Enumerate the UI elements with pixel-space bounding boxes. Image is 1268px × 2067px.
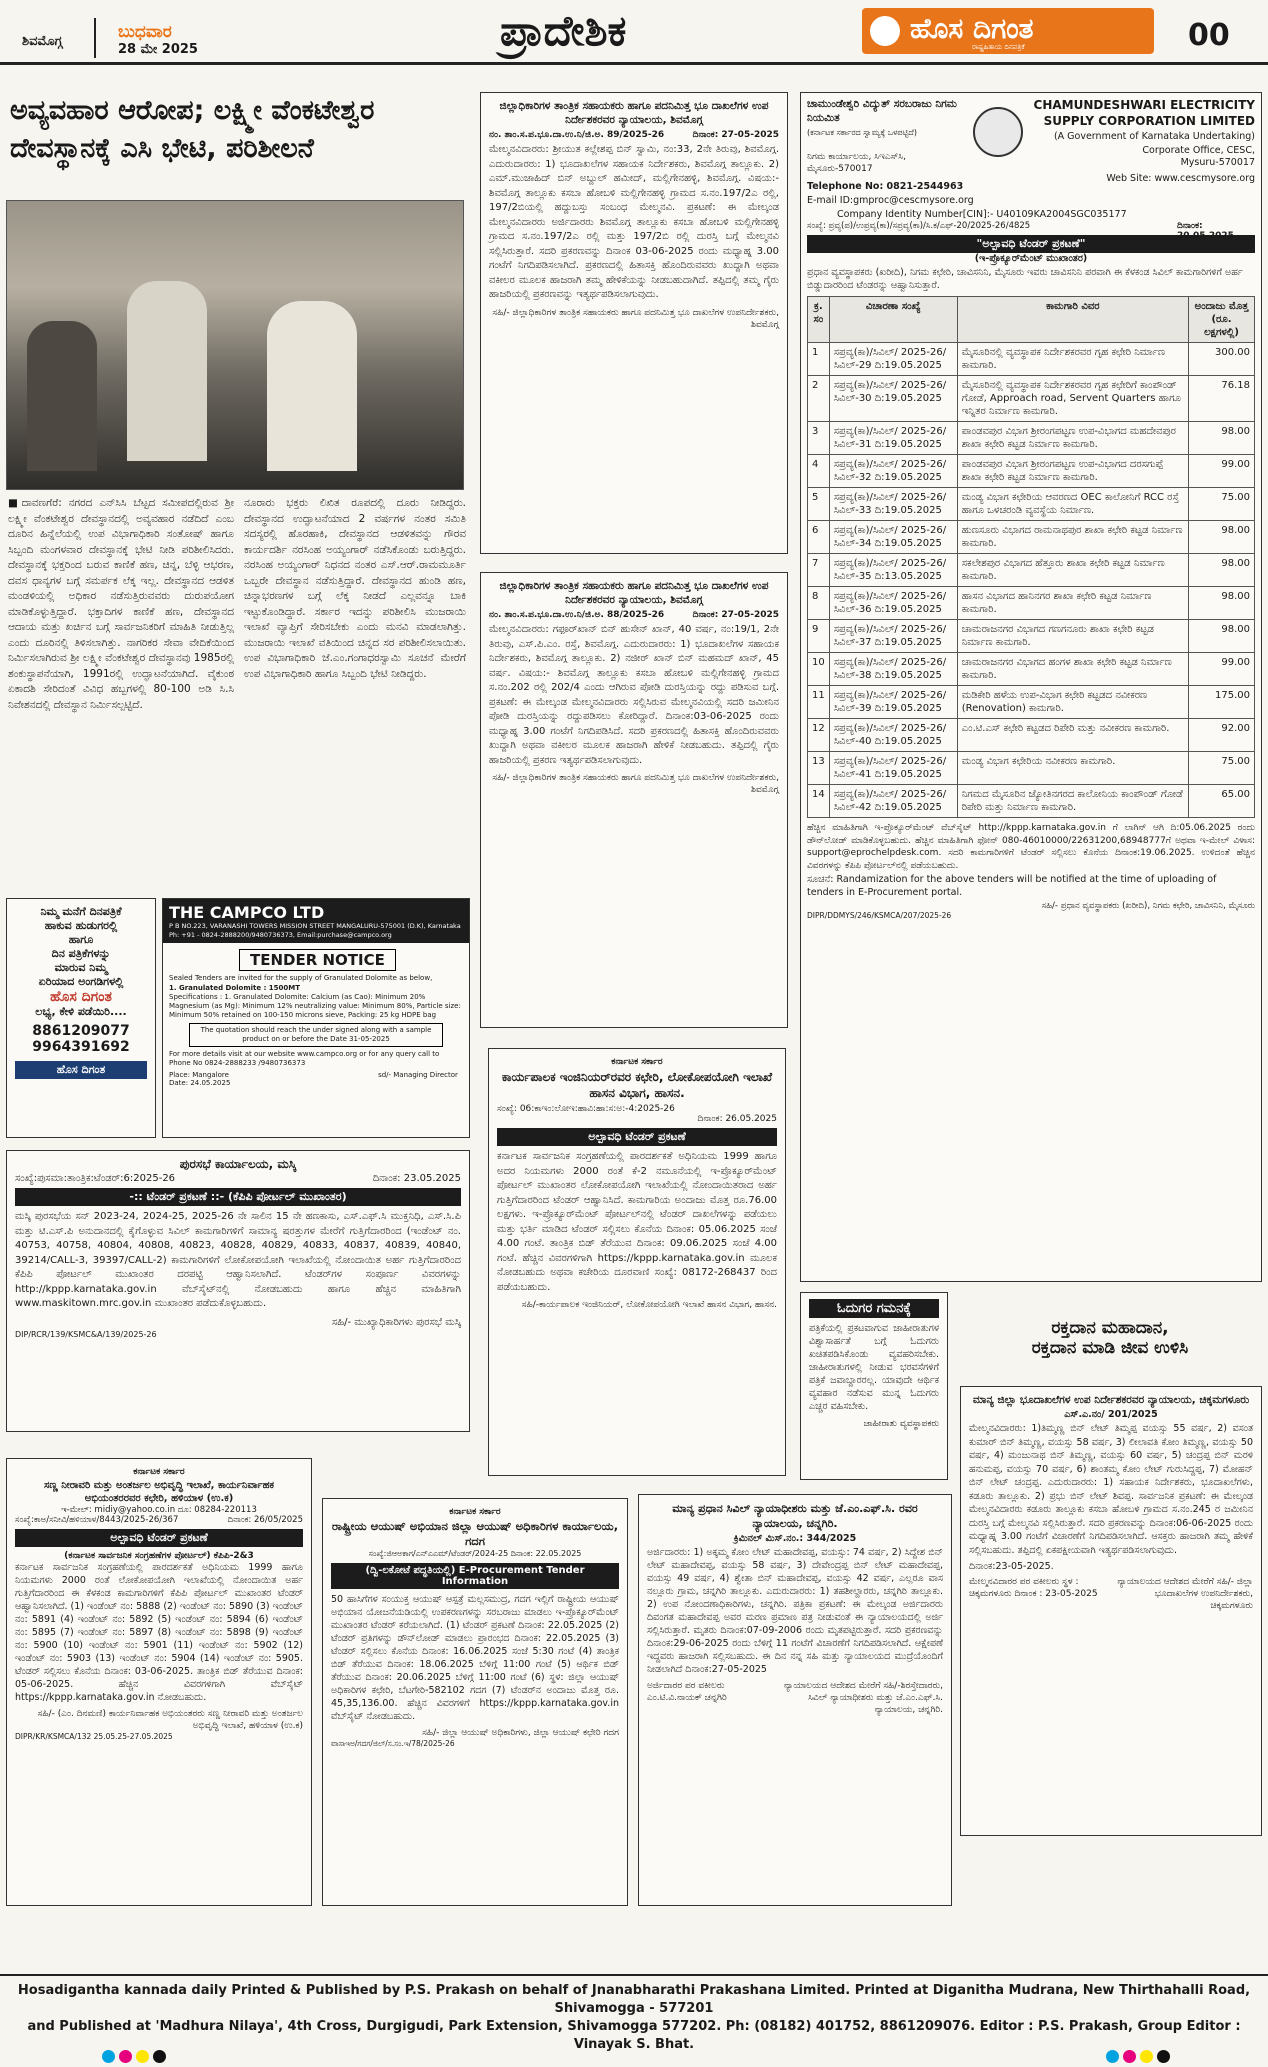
court-ref: ಕ್ರಿಮಿನಲ್ ಮಿಸ್.ನಂ.: 344/2025 [733,1533,857,1544]
masthead [0,0,1268,62]
row-enquiry-no: ಸಪ್ರವ್ಯ(ಕಾ)/ಸಿವಿಲ್/ 2025-26/ಸಿವಿಲ್-31 ದಿ:19.05.2025 [829,422,957,455]
edition-city: ಶಿವಮೊಗ್ಗ [22,34,63,49]
cesc-dip: DIPR/DDMYS/246/KSMCA/207/2025-26 [807,911,952,920]
color-dot [153,2050,166,2063]
advocate-signature: ಮೇಲ್ಮನವಿದಾರರ ಪರ ವಕೀಲರು ಸ್ಥಳ : ಚಿಕ್ಕಮಗಳೂರು ದಿನಾಂಕ : 23-05-2025 [969,1577,1098,1599]
haliyal-office: ಸಣ್ಣ ನೀರಾವರಿ ಮತ್ತು ಅಂತರ್ಜಲ ಅಭಿವೃದ್ಧಿ ಇಲಾಖೆ, ಕಾರ್ಯನಿರ್ವಾಹಕ ಅಭಿಯಂತರರವರ ಕಛೇರಿ, ಹಳಿಯಾಳ (ಉ.ಕ) [43,1480,275,1504]
cesc-note: ಸೂಚನೆ: Randamization for the above tenders will be notified at the time of uploading of tenders in E-Procurement portal. [807,874,1217,898]
cesc-cin: Company Identity Number[CIN]:- U40109KA2004SGC035177 [837,209,1127,220]
table-row [808,455,1255,488]
row-amount: 75.00 [1189,752,1255,785]
paper-tagline: ರಾಷ್ಟ್ರಹಿತಾಯ ದಿನಪತ್ರಿಕೆ [972,43,1025,51]
row-enquiry-no: ಸಪ್ರವ್ಯ(ಕಾ)/ಸಿವಿಲ್/ 2025-26/ಸಿವಿಲ್-34 ದಿ:19.05.2025 [829,521,957,554]
maski-office: ಪುರಸಭೆ ಕಾರ್ಯಾಲಯ, ಮಸ್ಕಿ [179,1157,297,1171]
row-enquiry-no: ಸಪ್ರವ್ಯ(ಕಾ)/ಸಿವಿಲ್/ 2025-26/ಸಿವಿಲ್-35 ದಿ:13.05.2025 [829,554,957,587]
officer-signature: ನ್ಯಾಯಾಲಯದ ಆದೇಶದ ಮೇರೆಗೆ ಸಹಿ/-ಶಿರಸ್ತೇದಾರರು, ಸಿವಿಲ್ ನ್ಯಾಯಾಧೀಶರು ಮತ್ತು ಜೆ.ಎಂ.ಎಫ್.ಸಿ. ನ್ಯಾಯಾಲಯ, ಚನ್ನಗಿರಿ. [783,1681,943,1715]
color-dot [1140,2050,1153,2063]
color-dot [1106,2050,1119,2063]
table-row [808,343,1255,376]
court-name: ಮಾನ್ಯ ಪ್ರಧಾನ ಸಿವಿಲ್ ನ್ಯಾಯಾಧೀಶರು ಮತ್ತು ಜೆ.ಎಂ.ಎಫ್.ಸಿ. ರವರ ನ್ಯಾಯಾಲಯ, ಚನ್ನಗಿರಿ. [672,1502,918,1530]
maski-tender-notice [6,1150,470,1432]
cesc-footer: ಹೆಚ್ಚಿನ ಮಾಹಿತಿಗಾಗಿ ಇ-ಪ್ರೊಕ್ಯೂರ್‌ಮೆಂಟ್ ವೆಬ್‌ಸೈಟ್ http://kppp.karnataka.gov.in ಗೆ ಲಾಗಿನ್ ಆಗಿ ದಿ:05.06.2025 ರಂದು ಡೌನ್‌ಲೋಡ್ ಮಾಡಿಕೊಳ್ಳಬಹುದು. ಹೆಚ್ಚಿನ ಮಾಹಿತಿಗಾಗಿ ಫೋನ್ 080-46010000/22631200,68948777ಗೆ ಅಥವಾ ಇ-ಮೇಲ್ ವಿಳಾಸ: support@eprochelpdesk.com. ಸದರಿ ಕಾಮಗಾರಿಗಳಿಗೆ ಟೆಂಡರ್ ಸಲ್ಲಿಸಲು ಕೊನೆಯ ದಿನಾಂಕ:19.06.2025. ಉಳಿದಂತೆ ಹೆಚ್ಚಿನ ವಿವರಗಳನ್ನು ಕೆಪಿಪಿ ಪೋರ್ಟಲ್‌ನಲ್ಲಿ ಪಡೆಯಬಹುದು. [807,823,1255,871]
paper-logo [862,8,1154,54]
col-header: ಅಂದಾಜು ಮೊತ್ತ (ರೂ. ಲಕ್ಷಗಳಲ್ಲಿ) [1189,297,1255,343]
hassan-gov: ಕರ್ನಾಟಕ ಸರ್ಕಾರ [611,1057,663,1067]
promo-line: ಮಾರುವ ನಿಮ್ಮ [54,961,108,974]
cesc-signature: ಸಹಿ/- ಪ್ರಧಾನ ವ್ಯವಸ್ಥಾಪಕರು (ಖರೀದಿ), ನಿಗಮ ಕಛೇರಿ, ಚಾವಿಸನಿನಿ, ಮೈಸೂರು [1041,901,1255,911]
campco-deadline: The quotation should reach the under signed along with a sample product on or before the Date 31-05-2025 [189,1023,443,1047]
footer-rule [0,1974,1268,1976]
edition-day: ಬುಧವಾರ [118,22,172,42]
ayush-tender-notice [322,1498,628,1906]
story-column-1: ■ದಾವಣಗೆರೆ: ನಗರದ ಎನ್‌ಸಿಸಿ ಬೆಟ್ಟದ ಸಮೀಪದಲ್ಲಿರುವ ಶ್ರೀ ಲಕ್ಷ್ಮೀ ವೆಂಕಟೇಶ್ವರ ದೇವಸ್ಥಾನದಲ್ಲಿ ಅವ್ಯವಹಾರ ನಡೆದಿದೆ ಎಂಬ ದೂರಿನ ಹಿನ್ನೆಲೆಯಲ್ಲಿ ಉಪ ವಿಭಾಗಾಧಿಕಾರಿ ಸಂತೋಷ್ ಹಾಗೂ ಸಿಬ್ಬಂದಿ ಮಂಗಳವಾರ ದೇವಸ್ಥಾನಕ್ಕೆ ಭೇಟಿ ನೀಡಿ ಪರಿಶೀಲಿಸಿದರು. ದೇವಸ್ಥಾನಕ್ಕೆ ಭಕ್ತರಿಂದ ಬರುವ ಕಾಣಿಕೆ ಹಣ, ಚಿನ್ನ, ಬೆಳ್ಳಿ ಆಭರಣ, ದವಸ ಧಾನ್ಯಗಳ ಬಗ್ಗೆ ಸಮರ್ಪಕ ಲೆಕ್ಕ ಇಲ್ಲ. ದೇವಸ್ಥಾನದ ಆಡಳಿತ ಮಂಡಳಿಯಲ್ಲಿ ಅಧಿಕಾರ ನಡೆಸುತ್ತಿರುವವರು ದುರುಪಯೋಗ ಮಾಡಿಕೊಳ್ಳುತ್ತಿದ್ದಾರೆ. ಭಕ್ತಾದಿಗಳ ಕಾಣಿಕೆ ಹಣ, ದೇವಸ್ಥಾನದ ಆದಾಯ ಮತ್ತು ಖರ್ಚಿನ ಬಗ್ಗೆ ಸಾರ್ವಜನಿಕರಿಗೆ ಮಾಹಿತಿ ನೀಡುತ್ತಿಲ್ಲ ಎಂದು ದೂರಿನಲ್ಲಿ ತಿಳಿಸಲಾಗಿತ್ತು. ನಾಗರಿಕರ ಸೇವಾ ವೇದಿಕೆಯಿಂದ ನಿರ್ಮಿಸಲಾಗಿರುವ ಶ್ರೀ ಲಕ್ಷ್ಮೀ ವೆಂಕಟೇಶ್ವರ ದೇವಸ್ಥಾನವು 1985ರಲ್ಲಿ ಶಂಕುಸ್ಥಾಪನೆಯಾಗಿ, 1991ರಲ್ಲಿ ಉದ್ಘಾಟನೆಯಾಗಿದೆ. ವೈಕುಂಠ ಏಕಾದಶಿ ಸೇರಿದಂತೆ ವಿವಿಧ ಹಬ್ಬಗಳಲ್ಲಿ 80-100 ಅಡಿ ಸಿ.ಸಿ ನಿವೇಶನದಲ್ಲಿ ದೇವಸ್ಥಾನ ನಿರ್ಮಿಸಲ್ಪಟ್ಟಿದೆ. [8,497,234,711]
campco-address: P B NO.223, VARANASHI TOWERS MISSION STREET MANGALURU-575001 (D.K), Karnataka Ph: +91 - 0824-2888200/9480736373, Email:purchase@campco.org [169,922,461,939]
chikmagalur-court-notice [960,1386,1262,1836]
logo-emblem-icon [870,16,900,46]
maski-signature: ಸಹಿ/- ಮುಖ್ಯಾಧಿಕಾರಿಗಳು ಪುರಸಭೆ ಮಸ್ಕಿ [331,1316,461,1328]
cesc-name-kn: ಚಾಮುಂಡೇಶ್ವರಿ ವಿದ್ಯುತ್ ಸರಬರಾಜು ನಿಗಮ ನಿಯಮಿತ [807,98,957,124]
haliyal-tender-notice [6,1458,312,1906]
promo-line: ಲಭ್ಯ, ಕೇಳಿ ಪಡೆಯಿರಿ.... [35,1005,127,1018]
haliyal-email: ಇ-ಮೇಲ್: midiy@yahoo.co.in ದೂ: 08284-220113 [61,1505,257,1515]
court-notice-89 [480,92,788,554]
cesc-name-en: CHAMUNDESHWARI ELECTRICITY SUPPLY CORPORATION LIMITED [1033,98,1255,128]
maski-ref: ಸಂಖ್ಯೆ:ಪುಸಮಾ:ತಾಂತ್ರಿಕ:ಟೆಂಡರ್:6:2025-26 [15,1173,176,1184]
table-row [808,686,1255,719]
table-row [808,785,1255,818]
ayush-gov: ಕರ್ನಾಟಕ ಸರ್ಕಾರ [449,1507,501,1517]
table-row [808,422,1255,455]
campco-item: 1. Granulated Dolomite : 1500MT [169,984,301,992]
story-photo [6,200,464,490]
promo-line: ಹಾಗೂ [68,933,94,946]
row-amount: 300.00 [1189,343,1255,376]
court-signature: ಸಹಿ/- ಜಿಲ್ಲಾಧಿಕಾರಿಗಳ ತಾಂತ್ರಿಕ ಸಹಾಯಕರು ಹಾಗೂ ಪದನಿಮಿತ್ತ ಭೂ ದಾಖಲೆಗಳ ಉಪನಿರ್ದೇಶಕರು, ಶಿವಮೊಗ್ಗ [492,773,779,795]
promo-line: ಏರಿಯಾದ ಅಂಗಡಿಗಳಲ್ಲಿ [38,975,124,988]
table-row [808,653,1255,686]
court-ref: ಎಸ್.ಎ.ನಂ/ 201/2025 [1064,1409,1158,1420]
row-serial: 4 [808,455,830,488]
row-enquiry-no: ಸಪ್ರವ್ಯ(ಕಾ)/ಸಿವಿಲ್/ 2025-26/ಸಿವಿಲ್-41 ದಿ:19.05.2025 [829,752,957,785]
table-row [808,719,1255,752]
col-header: ಕಾಮಗಾರಿ ವಿವರ [957,297,1188,343]
hassan-pwd-tender [488,1048,786,1476]
cesc-office-kn: ನಿಗಮ ಕಾರ್ಯಾಲಯ, ಸಿಇಎಸ್‌ಸಿ, ಮೈಸೂರು-570017 [807,152,906,174]
haliyal-date: ದಿನಾಂಕ: 26/05/2025 [227,1515,303,1525]
court-date: ದಿನಾಂಕ: 27-05-2025 [692,130,779,140]
imprint [0,1982,1268,2054]
court-date: ದಿನಾಂಕ: 27-05-2025 [692,610,779,620]
row-work-detail: ಹಾಸನ ವಿಭಾಗದ ಹಾನಿನಗರ ಶಾಖಾ ಕಛೇರಿ ಕಟ್ಟಡ ನಿರ್ಮಾಣ ಕಾಮಗಾರಿ. [957,587,1188,620]
row-work-detail: ಮಡಿಕೇರಿ ಹಳೆಯ ಉಪ-ವಿಭಾಗ ಕಛೇರಿ ಕಟ್ಟಡದ ನವೀಕರಣ (Renovation) ಕಾಮಗಾರಿ. [957,686,1188,719]
cesc-table-body [808,343,1255,818]
cesc-sub-kn: (ಕರ್ನಾಟಕ ಸರ್ಕಾರದ ಸ್ವಾಮ್ಯಕ್ಕೆ ಒಳಪಟ್ಟಿದೆ) [807,128,917,137]
table-row [808,587,1255,620]
promo-line: ದಿನ ಪತ್ರಿಕೆಗಳನ್ನು [51,947,111,960]
cesc-tender-table [807,296,1255,818]
hassan-office: ಕಾರ್ಯಪಾಲಕ ಇಂಜಿನಿಯರ್‌ರವರ ಕಛೇರಿ, ಲೋಕೋಪಯೋಗಿ ಇಲಾಖೆ ಹಾಸನ ವಿಭಾಗ, ಹಾಸನ. [501,1070,773,1100]
header-rule [0,62,1268,65]
story-headline: ಅವ್ಯವಹಾರ ಆರೋಪ; ಲಕ್ಷ್ಮೀ ವೆಂಕಟೇಶ್ವರ ದೇವಸ್ಥಾನಕ್ಕೆ ಎಸಿ ಭೇಟಿ, ಪರಿಶೀಲನೆ [10,95,375,164]
row-serial: 3 [808,422,830,455]
row-work-detail: ಮಂಡ್ಯ ವಿಭಾಗ ಕಛೇರಿಯ ಆವರಣದ OEC ಕಾಲೋನಿಗೆ RCC ರಸ್ತೆ ಹಾಗೂ ಒಳಚರಂಡಿ ವ್ಯವಸ್ಥೆಯ ನಿರ್ಮಾಣ. [957,488,1188,521]
ayush-bar: (ದ್ವಿ-ಲಕೋಟೆ ಪದ್ಧತಿಯಲ್ಲಿ) E-Procurement Tender Information [331,1563,619,1589]
promo-brand: ಹೊಸ ದಿಗಂತ [50,989,112,1005]
maski-bar: -:: ಟೆಂಡರ್ ಪ್ರಕಟಣೆ ::- (ಕೆಪಿಪಿ ಪೋರ್ಟಲ್ ಮುಖಾಂತರ) [15,1188,461,1206]
court-ref: ನಂ. ತಾಂ.ಸ.ಪ.ಭೂ.ದಾ.ಉ.ನಿ/ಜಿ.ಅ. 88/2025-26 [489,610,665,620]
campco-intro: Sealed Tenders are invited for the supply of Granulated Dolomite as below, [169,974,433,982]
row-serial: 2 [808,376,830,422]
row-work-detail: ಎಂ.ಟಿ.ಎಸ್ ಕಛೇರಿ ಕಟ್ಟಡದ ರಿಪೇರಿ ಮತ್ತು ನವೀಕರಣ ಕಾಮಗಾರಿ. [957,719,1188,752]
ayush-office: ರಾಷ್ಟ್ರೀಯ ಆಯುಷ್ ಅಭಿಯಾನ ಜಿಲ್ಲಾ ಆಯುಷ್ ಅಧಿಕಾರಿಗಳ ಕಾರ್ಯಾಲಯ, ಗದಗ [331,1519,619,1548]
row-enquiry-no: ಸಪ್ರವ್ಯ(ಕಾ)/ಸಿವಿಲ್/ 2025-26/ಸಿವಿಲ್-39 ದಿ:19.05.2025 [829,686,957,719]
row-work-detail: ಮೈಸೂರಿನಲ್ಲಿ ವ್ಯವಸ್ಥಾಪಕ ನಿರ್ದೇಶಕರವರ ಗೃಹ ಕಛೇರಿಗೆ ಕಾಂಪೌಂಡ್ ಗೋಡೆ, Approach road, Servent Quarters ಹಾಗೂ ಇನ್ನಿತರ ನಿರ್ಮಾಣ ಕಾಮಗಾರಿ. [957,376,1188,422]
row-amount: 92.00 [1189,719,1255,752]
campco-tender-ad [162,898,470,1138]
row-serial: 14 [808,785,830,818]
row-work-detail: ಮೈಸೂರಿನಲ್ಲಿ ವ್ಯವಸ್ಥಾಪಕ ನಿರ್ದೇಶಕರವರ ಗೃಹ ಕಛೇರಿ ನಿರ್ಮಾಣ ಕಾಮಗಾರಿ. [957,343,1188,376]
cesc-date: ದಿನಾಂಕ: 20.05.2025 [1177,221,1234,241]
news-story [6,92,470,886]
row-serial: 5 [808,488,830,521]
row-amount: 65.00 [1189,785,1255,818]
court-name: ಜಿಲ್ಲಾಧಿಕಾರಿಗಳ ತಾಂತ್ರಿಕ ಸಹಾಯಕರು ಹಾಗೂ ಪದನಿಮಿತ್ತ ಭೂ ದಾಖಲೆಗಳ ಉಪ ನಿರ್ದೇಶಕರವರ ನ್ಯಾಯಾಲಯ, ಶಿವಮೊಗ್ಗ [499,100,769,126]
row-work-detail: ಹುಣಸೂರು ವಿಭಾಗದ ರಾಮನಾಥಪುರ ಶಾಖಾ ಕಛೇರಿ ಕಟ್ಟಡ ನಿರ್ಮಾಣ ಕಾಮಗಾರಿ. [957,521,1188,554]
campco-date: Date: 24.05.2025 [169,1079,231,1087]
row-amount: 99.00 [1189,653,1255,686]
row-amount: 98.00 [1189,620,1255,653]
ayush-ref: ಸಂಖ್ಯೆ:ಜಿಆಅಕಾಗ/ಎನ್‌ಎಎಮ್/ಟೆಂಡರ್/2024-25 ದಿನಾಂಕ: 22.05.2025 [368,1549,582,1558]
cesc-title: "ಅಲ್ಪಾವಧಿ ಟೆಂಡರ್ ಪ್ರಕಟಣೆ" [807,235,1255,253]
court-date: ದಿನಾಂಕ:23-05-2025. [969,1561,1054,1572]
officer-signature: ನ್ಯಾಯಾಲಯದ ಆದೇಶದ ಮೇರೆಗೆ ಸಹಿ/- ಜಿಲ್ಲಾ ಭೂದಾಖಲೆಗಳ ಉಪನಿರ್ದೇಶಕರು, ಚಿಕ್ಕಮಗಳೂರು [1117,1577,1253,1611]
header-divider [94,18,96,58]
row-amount: 76.18 [1189,376,1255,422]
court-body: ಮೇಲ್ಮನವಿದಾರರು: ಶ್ರೀಯುತ ಕಲ್ಲೇಶಪ್ಪ ಬಿನ್ ಸ್ವಾಮಿ, ನಂ:33, 2ನೇ ತಿರುವು, ಶಿವಮೊಗ್ಗ. ಎದುರುದಾರರು: 1) ಭೂದಾಖಲೆಗಳ ಸಹಾಯಕ ನಿರ್ದೇಶಕರು, ಶಿವಮೊಗ್ಗ ತಾಲ್ಲೂಕು. 2) ಎಮ್.ಮುಜಾಹಿದ್ ಬಿನ್ ಅಬ್ದುಲ್ ಹಮೀದ್, ಮಲ್ಲಿಗೇನಹಳ್ಳಿ, ಶಿವಮೊಗ್ಗ. ವಿಷಯ:- ಶಿವಮೊಗ್ಗ ತಾಲ್ಲೂಕು ಕಸಬಾ ಹೋಬಳಿ ಮಲ್ಲಿಗೇನಹಳ್ಳಿ ಗ್ರಾಮದ ಸ.ನಂ.197/2ಎ ರಲ್ಲಿ, 197/2ಬಿಯಲ್ಲಿ ಹದ್ದುಬಸ್ತು ಸಂಬಂಧ ಮೇಲ್ಮನವಿ. ಪ್ರಕಟಣೆ: ಈ ಮೇಲ್ಕಂಡ ಮೇಲ್ಮನವಿದಾರರು ಅರ್ಜಿದಾರರು ಶಿವಮೊಗ್ಗ ತಾಲ್ಲೂಕು ಕಸಬಾ ಹೋಬಳಿ ಮಲ್ಲಿಗೇನಹಳ್ಳಿ ಗ್ರಾಮದ ಸ.ನಂ.197/2ಎ ರಲ್ಲಿ ಮತ್ತು 197/2ಬಿ ರಲ್ಲಿ ದುರಸ್ತಿ ಬಗ್ಗೆ ಮೇಲ್ಮನವಿ ಸಲ್ಲಿಸಿರುತ್ತಾರೆ. ಸದರಿ ಪ್ರಕರಣವನ್ನು ದಿನಾಂಕ 03-06-2025 ರಂದು ಮಧ್ಯಾಹ್ನ 3.00 ಗಂಟೆಗೆ ನಿಗದಿಪಡಿಸಲಾಗಿದೆ. ಪ್ರಕರಣದಲ್ಲಿ ಹಿತಾಸಕ್ತಿ ಹೊಂದಿರುವವರು ಖುದ್ದಾಗಿ ಅಥವಾ ವಕೀಲರ ಮೂಲಕ ಹಾಜರಾಗಿ ತಮ್ಮ ಹೇಳಿಕೆಯನ್ನು ನೀಡಬಹುದಾಗಿದೆ. ತಪ್ಪಿದಲ್ಲಿ ತಮ್ಮ ಗೈರು ಹಾಜರಿಯಲ್ಲಿ ಪ್ರಕರಣವನ್ನು ಇತ್ಯರ್ಥಪಡಿಸಲಾಗುವುದು. [489,144,779,300]
readers-notice-body: ಪತ್ರಿಕೆಯಲ್ಲಿ ಪ್ರಕಟವಾಗುವ ಜಾಹೀರಾತುಗಳ ವಿಶ್ವಾಸಾರ್ಹತೆ ಬಗ್ಗೆ ಓದುಗರು ಖಚಿತಪಡಿಸಿಕೊಂಡು ವ್ಯವಹರಿಸಬೇಕು. ಜಾಹೀರಾತುಗಳಲ್ಲಿ ನೀಡುವ ಭರವಸೆಗಳಿಗೆ ಪತ್ರಿಕೆ ಜವಾಬ್ದಾರರಲ್ಲ. ಯಾವುದೇ ಆರ್ಥಿಕ ವ್ಯವಹಾರ ನಡೆಸುವ ಮುನ್ನ ಓದುಗರು ಎಚ್ಚರ ವಹಿಸಬೇಕು. [809,1323,939,1412]
cesc-sub-en: (A Government of Karnataka Undertaking) [1053,131,1255,142]
court-body: ಮೇಲ್ಮನವಿದಾರರು: 1)ತಿಮ್ಮಣ್ಣ ಬಿನ್ ಲೇಟ್ ತಿಮ್ಮಪ್ಪ ವಯಸ್ಸು 55 ವರ್ಷ, 2) ವಸಂತ ಕುಮಾರ್ ಬಿನ್ ತಿಮ್ಮಣ್ಣ, ವಯಸ್ಸು 58 ವರ್ಷ, 3) ಲೀಲಾವತಿ ಕೋಂ ತಿಮ್ಮಣ್ಣ, ವಯಸ್ಸು 50 ವರ್ಷ, 4) ಮಂಜುನಾಥ ಬಿನ್ ತಿಮ್ಮಣ್ಣ, ವಯಸ್ಸು 60 ವರ್ಷ, 5) ಚಂದ್ರಪ್ಪ ಬಿನ್ ಮರಳಿ ಹನುಮಪ್ಪ, ವಯಸ್ಸು 70 ವರ್ಷ, 6) ಶಾಂತಮ್ಮ ಕೋಂ ಲೇಟ್ ಗುರುಸಿದ್ದಪ್ಪ, 7) ಮೋಹನ್ ಬಿನ್ ಲೇಟ್ ಚಂದ್ರಪ್ಪ. ಎದುರುದಾರರು: 1) ಸಹಾಯಕ ನಿರ್ದೇಶಕರು, ಭೂದಾಖಲೆಗಳು, ಕಡೂರು ತಾಲ್ಲೂಕು. 2) ಪ್ರಭು ಬಿನ್ ಲೇಟ್ ಶಿವಪ್ಪ. ಸಾರ್ವಜನಿಕ ಪ್ರಕಟಣೆ: ಈ ಮೇಲ್ಕಂಡ ಮೇಲ್ಮನವಿದಾರರು ಕಡೂರು ತಾಲ್ಲೂಕು ಕಸಬಾ ಹೋಬಳಿ ಗ್ರಾಮದ ಸ.ನಂ.245 ರ ಜಮೀನಿನ ದುರಸ್ತಿ ಬಗ್ಗೆ ಮೇಲ್ಮನವಿ ಸಲ್ಲಿಸಿರುತ್ತಾರೆ. ಸದರಿ ಪ್ರಕರಣವನ್ನು ದಿನಾಂಕ:06-06-2025 ರಂದು ಮಧ್ಯಾಹ್ನ 3.00 ಗಂಟೆಗೆ ವಿಚಾರಣೆಗೆ ನಿಗದಿಪಡಿಸಲಾಗಿದೆ. ಆಸಕ್ತರು ಹಾಜರಾಗಿ ತಮ್ಮ ಹೇಳಿಕೆ ಸಲ್ಲಿಸಬಹುದು. ತಪ್ಪಿದಲ್ಲಿ ಏಕಪಕ್ಷೀಯವಾಗಿ ಇತ್ಯರ್ಥಪಡಿಸಲಾಗುವುದು. [969,1423,1253,1556]
row-amount: 98.00 [1189,422,1255,455]
maski-dip: DIP/RCR/139/KSMC&A/139/2025-26 [15,1329,157,1339]
ayush-signature: ಸಹಿ/- ಜಿಲ್ಲಾ ಆಯುಷ್ ಅಧಿಕಾರಿಗಳು, ಜಿಲ್ಲಾ ಆಯುಷ್ ಕಛೇರಿ ಗದಗ [422,1728,619,1738]
imprint-line-2: and Published at 'Madhura Nilaya', 4th Cross, Durgigudi, Park Extension, Shivamogga 577202. Ph: (08182) 401752, 8861209076. Editor : P.S. Prakash, Group Editor : Vinayak S. Bhat. [27,2019,1241,2052]
story-column-2: ನೂರಾರು ಭಕ್ತರು ಲಿಖಿತ ರೂಪದಲ್ಲಿ ದೂರು ನೀಡಿದ್ದರು. ದೇವಸ್ಥಾನದ ಉದ್ಘಾಟನೆಯಾದ 2 ವರ್ಷಗಳ ನಂತರ ಸಮಿತಿ ಸದಸ್ಯರಲ್ಲಿ ಹೊರಹಾಕಿ, ದೇವಸ್ಥಾನದ ಆಡಳಿತವನ್ನು ಗೌರವ ಕಾರ್ಯದರ್ಶಿ ನರಸಿಂಹ ಅಯ್ಯಂಗಾರ್ ನಡೆಸಿಕೊಂಡು ಬರುತ್ತಿದ್ದರು. ನರಸಿಂಹ ಅಯ್ಯಂಗಾರ್ ನಿಧನದ ನಂತರ ಎಸ್.ಆರ್.ರಾಮಮೂರ್ತಿ ಒಬ್ಬರೇ ದೇವಸ್ಥಾನ ನಡೆಸುತ್ತಿದ್ದಾರೆ. ದೇವಸ್ಥಾನದ ಹುಂಡಿ ಹಣ, ಚಿನ್ನಾಭರಣಗಳ ಬಗ್ಗೆ ಲೆಕ್ಕ ನೀಡದೆ ಎಲ್ಲವನ್ನೂ ಬಾಕಿ ಇಟ್ಟುಕೊಂಡಿದ್ದಾರೆ. ಸರ್ಕಾರ ಇದನ್ನು ಪರಿಶೀಲಿಸಿ ಮುಜರಾಯಿ ಇಲಾಖೆ ವ್ಯಾಪ್ತಿಗೆ ಸೇರಿಸಬೇಕು ಎಂದು ಮನವಿ ಮಾಡಲಾಗಿತ್ತು. ಮುಜರಾಯಿ ಇಲಾಖೆ ವತಿಯಿಂದ ಚಿನ್ನದ ಸರ ಪರಿಶೀಲಿಸಲಾಯಿತು. ಉಪ ವಿಭಾಗಾಧಿಕಾರಿ ಜೆ.ಎಂ.ಗಂಗಾಧರಸ್ವಾಮಿ ಸೂಚನೆ ಮೇರೆಗೆ ಉಪ ವಿಭಾಗಾಧಿಕಾರಿ ಹಾಗೂ ಸಿಬ್ಬಂದಿ ಭೇಟಿ ನೀಡಿದ್ದರು. [244,497,466,680]
campco-title: THE CAMPCO LTD [169,903,325,922]
readers-notice-title: ಓದುಗರ ಗಮನಕ್ಕೆ [809,1299,939,1318]
hassan-body: ಕರ್ನಾಟಕ ಸಾರ್ವಜನಿಕ ಸಂಗ್ರಹಣೆಯಲ್ಲಿ ಪಾರದರ್ಶಕತೆ ಅಧಿನಿಯಮ 1999 ಹಾಗೂ ಅದರ ನಿಯಮಗಳು 2000 ರಂತೆ ಕೆ-2 ನಮೂನೆಯಲ್ಲಿ ಇ-ಪ್ರೊಕ್ಯೂರ್‌ಮೆಂಟ್ ಪೋರ್ಟಲ್ ಮುಖಾಂತರ ಲೋಕೋಪಯೋಗಿ ಇಲಾಖೆಯಲ್ಲಿ ನೋಂದಾಯಿತರಾದ ಅರ್ಹ ಗುತ್ತಿಗೆದಾರರಿಂದ ಟೆಂಡರ್ ಆಹ್ವಾನಿಸಿದೆ. ಕಾಮಗಾರಿಯ ಅಂದಾಜು ಮೊತ್ತ ರೂ.76.00 ಲಕ್ಷಗಳು. ಇ-ಪ್ರೊಕ್ಯೂರ್‌ಮೆಂಟ್ ಪೋರ್ಟಲ್‌ನಲ್ಲಿ ಟೆಂಡರ್ ದಾಖಲೆಗಳನ್ನು ಪಡೆಯಲು ಮತ್ತು ಭರ್ತಿ ಮಾಡಿದ ಟೆಂಡರ್ ಸಲ್ಲಿಸಲು ಕೊನೆಯ ದಿನಾಂಕ: 05.06.2025 ಸಂಜೆ 4.00 ಗಂಟೆ. ತಾಂತ್ರಿಕ ಬಿಡ್ ತೆರೆಯುವ ದಿನಾಂಕ: 09.06.2025 ಸಂಜೆ 4.00 ಗಂಟೆ. ಹೆಚ್ಚಿನ ವಿವರಗಳಿಗಾಗಿ https://kppp.karnataka.gov.in ಮೂಲಕ ನೋಡಬಹುದು ಅಥವಾ ಕಚೇರಿಯ ದೂರವಾಣಿ ಸಂಖ್ಯೆ: 08172-268437 ರಿಂದ ಪಡೆಯಬಹುದು. [497,1151,777,1293]
registration-marks-right [1104,2048,1172,2067]
hassan-signature: ಸಹಿ/-ಕಾರ್ಯಪಾಲಕ ಇಂಜಿನಿಯರ್, ಲೋಕೋಪಯೋಗಿ ಇಲಾಖೆ ಹಾಸನ ವಿಭಾಗ, ಹಾಸನ. [521,1300,777,1310]
row-enquiry-no: ಸಪ್ರವ್ಯ(ಕಾ)/ಸಿವಿಲ್/ 2025-26/ಸಿವಿಲ್-37 ದಿ:19.05.2025 [829,620,957,653]
row-enquiry-no: ಸಪ್ರವ್ಯ(ಕಾ)/ಸಿವಿಲ್/ 2025-26/ಸಿವಿಲ್-30 ದಿ:19.05.2025 [829,376,957,422]
row-amount: 99.00 [1189,455,1255,488]
registration-marks-left [100,2048,168,2067]
table-row [808,376,1255,422]
table-row [808,752,1255,785]
paper-name: ಹೊಸ ದಿಗಂತ [910,12,1034,45]
row-serial: 10 [808,653,830,686]
haliyal-body: ಕರ್ನಾಟಕ ಸಾರ್ವಜನಿಕ ಸಂಗ್ರಹಣೆಯಲ್ಲಿ ಪಾರದರ್ಶಕತೆ ಅಧಿನಿಯಮ 1999 ಹಾಗೂ ನಿಯಮಗಳು 2000 ರಂತೆ ಲೋಕೋಪಯೋಗಿ ಇಲಾಖೆಯಲ್ಲಿ ನೋಂದಾಯಿತ ಅರ್ಹ ಗುತ್ತಿಗೆದಾರರಿಂದ ಈ ಕೆಳಕಂಡ ಕಾಮಗಾರಿಗಳಿಗೆ ಕೆಪಿಪಿ ಪೋರ್ಟಲ್ ಮುಖಾಂತರ ಟೆಂಡರ್ ಆಹ್ವಾನಿಸಲಾಗಿದೆ. (1) ಇಂಡೆಂಟ್ ನಂ: 5888 (2) ಇಂಡೆಂಟ್ ನಂ: 5890 (3) ಇಂಡೆಂಟ್ ನಂ: 5891 (4) ಇಂಡೆಂಟ್ ನಂ: 5892 (5) ಇಂಡೆಂಟ್ ನಂ: 5894 (6) ಇಂಡೆಂಟ್ ನಂ: 5895 (7) ಇಂಡೆಂಟ್ ನಂ: 5897 (8) ಇಂಡೆಂಟ್ ನಂ: 5898 (9) ಇಂಡೆಂಟ್ ನಂ: 5900 (10) ಇಂಡೆಂಟ್ ನಂ: 5901 (11) ಇಂಡೆಂಟ್ ನಂ: 5902 (12) ಇಂಡೆಂಟ್ ನಂ: 5903 (13) ಇಂಡೆಂಟ್ ನಂ: 5904 (14) ಇಂಡೆಂಟ್ ನಂ: 5905. ಟೆಂಡರ್ ಸಲ್ಲಿಸಲು ಕೊನೆಯ ದಿನಾಂಕ: 03-06-2025. ತಾಂತ್ರಿಕ ಬಿಡ್ ತೆರೆಯುವ ದಿನಾಂಕ: 05-06-2025. ಹೆಚ್ಚಿನ ವಿವರಗಳಿಗಾಗಿ ವೆಬ್‌ಸೈಟ್ https://kppp.karnataka.gov.in ನೋಡಬಹುದು. [15,1562,303,1703]
blood-line-2: ರಕ್ತದಾನ ಮಾಡಿ ಜೀವ ಉಳಿಸಿ [1031,1338,1189,1358]
row-amount: 98.00 [1189,521,1255,554]
campco-header [163,899,469,943]
haliyal-ref: ಸಂಖ್ಯೆ:ಕಾಅ/ಸನೀವಿ/ಹಳಿಯಾಳ/8443/2025-26/367 [15,1515,179,1525]
row-amount: 98.00 [1189,554,1255,587]
color-dot [136,2050,149,2063]
row-serial: 8 [808,587,830,620]
row-enquiry-no: ಸಪ್ರವ್ಯ(ಕಾ)/ಸಿವಿಲ್/ 2025-26/ಸಿವಿಲ್-42 ದಿ:19.05.2025 [829,785,957,818]
cesc-logo [973,107,1023,157]
row-serial: 7 [808,554,830,587]
col-header: ಕ್ರ. ಸಂ [808,297,830,343]
haliyal-gov: ಕರ್ನಾಟಕ ಸರ್ಕಾರ [133,1467,185,1477]
row-amount: 175.00 [1189,686,1255,719]
advocate-signature: ಅರ್ಜಿದಾರರ ಪರ ವಕೀಲರು ಎಂ.ಟಿ.ವಿ.ನಾಯಕ್ ಚನ್ನಗಿರಿ [647,1681,727,1703]
row-enquiry-no: ಸಪ್ರವ್ಯ(ಕಾ)/ಸಿವಿಲ್/ 2025-26/ಸಿವಿಲ್-38 ದಿ:19.05.2025 [829,653,957,686]
page-number: 00 [1188,18,1230,53]
color-dot [102,2050,115,2063]
cesc-intro: ಪ್ರಧಾನ ವ್ಯವಸ್ಥಾಪಕರು (ಖರೀದಿ), ನಿಗಮ ಕಛೇರಿ, ಚಾವಿಸನಿನಿ, ಮೈಸೂರು ಇವರು ಚಾವಿಸನಿನಿ ಪರವಾಗಿ ಈ ಕೆಳಕಂಡ ಸಿವಿಲ್ ಕಾಮಗಾರಿಗಳಿಗೆ ಅರ್ಹ ಬಿಡ್ಡುದಾರರಿಂದ ಟೆಂಡರನ್ನು ಆಹ್ವಾನಿಸುತ್ತಾರೆ. [807,267,1243,291]
row-serial: 13 [808,752,830,785]
row-serial: 11 [808,686,830,719]
promo-phone: 8861209077 [32,1023,130,1039]
readers-notice [800,1292,948,1480]
row-enquiry-no: ಸಪ್ರವ್ಯ(ಕಾ)/ಸಿವಿಲ್/ 2025-26/ಸಿವಿಲ್-36 ದಿ:19.05.2025 [829,587,957,620]
hassan-date: ದಿನಾಂಕ: 26.05.2025 [697,1114,777,1124]
col-header: ವಿಚಾರಣಾ ಸಂಖ್ಯೆ [829,297,957,343]
haliyal-sub: (ಕರ್ನಾಟಕ ಸಾರ್ವಜನಿಕ ಸಂಗ್ರಹಣೆಗಳ ಪೋರ್ಟಲ್) ಕೆಪಿಪಿ-2&3 [64,1551,254,1561]
court-name: ಜಿಲ್ಲಾಧಿಕಾರಿಗಳ ತಾಂತ್ರಿಕ ಸಹಾಯಕರು ಹಾಗೂ ಪದನಿಮಿತ್ತ ಭೂ ದಾಖಲೆಗಳ ಉಪ ನಿರ್ದೇಶಕರವರ ನ್ಯಾಯಾಲಯ, ಶಿವಮೊಗ್ಗ [499,580,769,606]
table-row [808,521,1255,554]
haliyal-dip: DIPR/KR/KSMCA/132 25.05.25-27.05.2025 [15,1732,173,1741]
row-enquiry-no: ಸಪ್ರವ್ಯ(ಕಾ)/ಸಿವಿಲ್/ 2025-26/ಸಿವಿಲ್-33 ದಿ:19.05.2025 [829,488,957,521]
subscription-promo [6,898,156,1138]
blood-donation-slogan [960,1318,1260,1358]
court-body: ಅರ್ಜಿದಾರರು: 1) ಅಕ್ಕಮ್ಮ ಕೋಂ ಲೇಟ್ ಮಹಾದೇವಪ್ಪ, ವಯಸ್ಸು: 74 ವರ್ಷ, 2) ಸಿದ್ದೇಶ ಬಿನ್ ಲೇಟ್ ಮಹಾದೇವಪ್ಪ, ವಯಸ್ಸು 58 ವರ್ಷ, 3) ದೇವೇಂದ್ರಪ್ಪ ಬಿನ್ ಲೇಟ್ ಮಹಾದೇವಪ್ಪ, ವಯಸ್ಸು 49 ವರ್ಷ, 4) ಶ್ವೇತಾ ಬಿನ್ ಮಹಾದೇವಪ್ಪ, ವಯಸ್ಸು 42 ವರ್ಷ, ಎಲ್ಲರೂ ವಾಸ ನಲ್ಲೂರು ಗ್ರಾಮ, ಚನ್ನಗಿರಿ ತಾಲ್ಲೂಕು. ಎದುರುದಾರರು: 1) ತಹಶೀಲ್ದಾರರು, ಚನ್ನಗಿರಿ ತಾಲ್ಲೂಕು. 2) ಉಪ ನೋಂದಣಾಧಿಕಾರಿಗಳು, ಚನ್ನಗಿರಿ. ಪತ್ರಿಕಾ ಪ್ರಕಟಣೆ: ಈ ಮೇಲ್ಕಂಡ ಅರ್ಜಿದಾರರು ದಿವಂಗತ ಮಹಾದೇವಪ್ಪ ಅವರ ಮರಣ ಪ್ರಮಾಣ ಪತ್ರ ನೀಡುವಂತೆ ಈ ನ್ಯಾಯಾಲಯದಲ್ಲಿ ಅರ್ಜಿ ಸಲ್ಲಿಸಿರುತ್ತಾರೆ. ಮೃತರು ದಿನಾಂಕ:07-09-2006 ರಂದು ಮೃತಪಟ್ಟಿರುತ್ತಾರೆ. ಸದರಿ ಪ್ರಕರಣವನ್ನು ದಿನಾಂಕ:29-06-2025 ರಂದು ಬೆಳಿಗ್ಗೆ 11 ಗಂಟೆಗೆ ವಿಚಾರಣೆಗೆ ನಿಗದಿಪಡಿಸಲಾಗಿದೆ. ಆಕ್ಷೇಪಣೆ ಇದ್ದವರು ಹಾಜರಾಗಿ ಸಲ್ಲಿಸಬಹುದು. ಈ ದಿನ ನನ್ನ ಸಹಿ ಮತ್ತು ನ್ಯಾಯಾಲಯದ ಮುದ್ರೆಯೊಂದಿಗೆ ನೀಡಲಾಗಿದೆ ದಿನಾಂಕ:27-05-2025 [647,1547,943,1675]
cesc-ref: ಸಂಖ್ಯೆ: ಪ್ರವ್ಯ(ಪ)/ಉಪ್ರವ್ಯ(ಕಾ)/ಸಪ್ರವ್ಯ(ಕಾ)/ಸಿ.ಕ/ಎಫ್-20/2025-26/4825 [807,221,1031,231]
row-serial: 9 [808,620,830,653]
row-enquiry-no: ಸಪ್ರವ್ಯ(ಕಾ)/ಸಿವಿಲ್/ 2025-26/ಸಿವಿಲ್-29 ದಿ:19.05.2025 [829,343,957,376]
color-dot [1123,2050,1136,2063]
edition-date: 28 ಮೇ 2025 [118,42,198,57]
campco-more-info: For more details visit at our website www.campco.org or for any query call to Phone No 0824-2888233 /9480736373 [169,1050,440,1067]
channagiri-court-notice [638,1494,952,1906]
row-serial: 1 [808,343,830,376]
row-work-detail: ನಿಗಮದ ಮೈಸೂರಿನ ಜ್ಯೋತಿನಗರದ ಕಾಲೋನಿಯ ಕಾಂಪೌಂಡ್ ಗೋಡೆ ರಿಪೇರಿ ಮತ್ತು ನಿರ್ಮಾಣ ಕಾಮಗಾರಿ. [957,785,1188,818]
court-notice-88 [480,572,788,1028]
campco-specs: Specifications : 1. Granulated Dolomite: Calcium (as Cao): Minimum 20% Magnesium (as Mg): Minimum 12% neutralizing value: Minimum 80%, Particle size: Minimum 50% retained on 100-150 microns sieve, Packing: 25 kg HDPE bag [169,993,461,1019]
table-row [808,554,1255,587]
campco-notice-title: TENDER NOTICE [239,949,396,971]
imprint-line-1: Hosadigantha kannada daily Printed & Published by P.S. Prakash on behalf of Jnanabharathi Prakashana Limited. Printed at Diganitha Mudrana, New Thirthahalli Road, Shivamogga - 577201 [17,1983,1251,2016]
row-work-detail: ಮಂಡ್ಯ ವಿಭಾಗ ಕಛೇರಿಯ ನವೀಕರಣ ಕಾಮಗಾರಿ. [957,752,1188,785]
section-title: ಪ್ರಾದೇಶಿಕ [500,6,627,55]
hassan-ref: ಸಂಖ್ಯೆ: 06:ಕಾಇಂ:ಲೋಇ:ಹಾವಿ:ಹಾ:ಸ:ಅ:-4:2025-26 [497,1104,675,1114]
row-work-detail: ಪಾಂಡವಪುರ ವಿಭಾಗ ಶ್ರೀರಂಗಪಟ್ಟಣ ಉಪ-ವಿಭಾಗದ ಮಹದೇವಪುರ ಶಾಖಾ ಕಛೇರಿ ಕಟ್ಟಡ ನಿರ್ಮಾಣ ಕಾಮಗಾರಿ. [957,422,1188,455]
promo-line: ಹಾಕುವ ಹುಡುಗರಲ್ಲಿ [44,919,118,932]
row-work-detail: ಪಾಂಡವಪುರ ವಿಭಾಗ ಶ್ರೀರಂಗಪಟ್ಟಣ ಉಪ-ವಿಭಾಗದ ದರಸಗುಪ್ಪೆ ಶಾಖಾ ಕಛೇರಿ ಕಟ್ಟಡ ನಿರ್ಮಾಣ ಕಾಮಗಾರಿ. [957,455,1188,488]
row-work-detail: ಚಾಮರಾಜನಗರ ವಿಭಾಗದ ಹಂಗಳ ಶಾಖಾ ಕಛೇರಿ ಕಟ್ಟಡ ನಿರ್ಮಾಣ ಕಾಮಗಾರಿ. [957,653,1188,686]
ayush-dip: ವಾಸಾಇಅ/ಗದಗ/ಜಿಲ್/ಸ.ಸಂ.ಇ/78/2025-26 [331,1739,455,1748]
cesc-tender-ad [800,92,1262,1282]
row-work-detail: ಸಕಲೇಶಪುರ ವಿಭಾಗದ ಹೆತ್ತೂರು ಶಾಖಾ ಕಛೇರಿ ಕಟ್ಟಡ ನಿರ್ಮಾಣ ಕಾಮಗಾರಿ. [957,554,1188,587]
ayush-body: 50 ಹಾಸಿಗೆಗಳ ಸಂಯುಕ್ತ ಆಯುಷ್ ಆಸ್ಪತ್ರೆ ಮಲ್ಲಸಮುದ್ರ, ಗದಗ ಇಲ್ಲಿಗೆ ರಾಷ್ಟ್ರೀಯ ಆಯುಷ್ ಅಭಿಯಾನ ಯೋಜನೆಯಡಿಯಲ್ಲಿ ಉಪಕರಣಗಳನ್ನು ಸರಬರಾಜು ಮಾಡಲು ಇ-ಪ್ರೊಕ್ಯೂರ್‌ಮೆಂಟ್ ಮುಖಾಂತರ ಟೆಂಡರ್ ಕರೆಯಲಾಗಿದೆ. (1) ಟೆಂಡರ್ ಪ್ರಕಟಣೆ ದಿನಾಂಕ: 22.05.2025 (2) ಟೆಂಡರ್ ಪ್ರತಿಗಳನ್ನು ಡೌನ್‌ಲೋಡ್ ಮಾಡಲು ಪ್ರಾರಂಭದ ದಿನಾಂಕ: 22.05.2025 (3) ಟೆಂಡರ್ ಸಲ್ಲಿಸಲು ಕೊನೆಯ ದಿನಾಂಕ: 16.06.2025 ಸಂಜೆ 5:30 ಗಂಟೆ (4) ತಾಂತ್ರಿಕ ಬಿಡ್ ತೆರೆಯುವ ದಿನಾಂಕ: 18.06.2025 ಬೆಳಿಗ್ಗೆ 11:00 ಗಂಟೆ (5) ಆರ್ಥಿಕ ಬಿಡ್ ತೆರೆಯುವ ದಿನಾಂಕ: 20.06.2025 ಬೆಳಿಗ್ಗೆ 11:00 ಗಂಟೆ (6) ಸ್ಥಳ: ಜಿಲ್ಲಾ ಆಯುಷ್ ಅಧಿಕಾರಿಗಳ ಕಛೇರಿ, ಬೆಟಗೇರಿ-582102 ಗದಗ (7) ಟೆಂಡರ್‌ನ ಅಂದಾಜು ಮೊತ್ತ ರೂ. 45,35,136.00. ಹೆಚ್ಚಿನ ವಿವರಗಳಿಗೆ https://kppp.karnataka.gov.in ವೆಬ್‌ಸೈಟ್ ನೋಡಬಹುದು. [331,1594,619,1722]
table-row [808,488,1255,521]
hassan-bar: ಅಲ್ಪಾವಧಿ ಟೆಂಡರ್ ಪ್ರಕಟಣೆ [497,1128,777,1146]
campco-place: Place: Mangalore [169,1071,229,1079]
row-amount: 98.00 [1189,587,1255,620]
cesc-website: Web Site: www.cescmysore.org [1106,173,1255,184]
promo-footer: ಹೊಸ ದಿಗಂತ [15,1061,147,1079]
row-serial: 6 [808,521,830,554]
row-work-detail: ಚಾಮರಾಜನಗರ ವಿಭಾಗದ ಗಣಗನೂರು ಶಾಖಾ ಕಛೇರಿ ಕಟ್ಟಡ ನಿರ್ಮಾಣ ಕಾಮಗಾರಿ. [957,620,1188,653]
row-enquiry-no: ಸಪ್ರವ್ಯ(ಕಾ)/ಸಿವಿಲ್/ 2025-26/ಸಿವಿಲ್-32 ದಿ:19.05.2025 [829,455,957,488]
cesc-email: E-mail ID:gmproc@cescmysore.org [807,195,974,206]
row-enquiry-no: ಸಪ್ರವ್ಯ(ಕಾ)/ಸಿವಿಲ್/ 2025-26/ಸಿವಿಲ್-40 ದಿ:19.05.2025 [829,719,957,752]
color-dot [119,2050,132,2063]
cesc-phone: Telephone No: 0821-2544963 [807,181,964,192]
row-serial: 12 [808,719,830,752]
readers-notice-sign: ಜಾಹೀರಾತು ವ್ಯವಸ್ಥಾಪಕರು [863,1419,939,1429]
blood-line-1: ರಕ್ತದಾನ ಮಹಾದಾನ, [1051,1318,1169,1338]
court-ref: ನಂ. ತಾಂ.ಸ.ಪ.ಭೂ.ದಾ.ಉ.ನಿ/ಜಿ.ಅ. 89/2025-26 [489,130,665,140]
color-dot [1157,2050,1170,2063]
haliyal-bar: ಅಲ್ಪಾವಧಿ ಟೆಂಡರ್ ಪ್ರಕಟಣೆ [15,1529,303,1547]
maski-body: ಮಸ್ಕಿ ಪುರಸಭೆಯ ಸನ್ 2023-24, 2024-25, 2025-26 ನೇ ಸಾಲಿನ 15 ನೇ ಹಣಕಾಸು, ಎಸ್.ಎಫ್.ಸಿ ಮುಕ್ತನಿಧಿ, ಎಸ್.ಸಿ.ಪಿ ಮತ್ತು ಟಿ.ಎಸ್.ಪಿ ಅನುದಾನದಲ್ಲಿ ಕೈಗೊಳ್ಳುವ ಸಿವಿಲ್ ಕಾಮಗಾರಿಗಳಿಗೆ ಸಾಮಾನ್ಯ ಷರತ್ತುಗಳ ಮೇರೆಗೆ ಗುತ್ತಿಗೆದಾರರಿಂದ (ಇಂಡೆಂಟ್ ನಂ. 40753, 40758, 40804, 40808, 40823, 40828, 40829, 40833, 40837, 40839, 40840, 39214/CALL-3, 39397/CALL-2) ಕಾಮಗಾರಿಗಳಿಗೆ ಲೋಕೋಪಯೋಗಿ ಇಲಾಖೆಯಲ್ಲಿ ನೋಂದಾಯಿತ ಅರ್ಹ ಗುತ್ತಿಗೆದಾರರಿಂದ ಕೆಪಿಪಿ ಪೋರ್ಟಲ್ ಮುಖಾಂತರ ದರಪಟ್ಟಿ ಆಹ್ವಾನಿಸಲಾಗಿದೆ. ಟೆಂಡರ್‌ಗಳ ಸಂಪೂರ್ಣ ವಿವರಗಳನ್ನು http://kppp.karnataka.gov.in ವೆಬ್‌ಸೈಟ್‌ನಲ್ಲಿ ನೋಡಬಹುದು ಹಾಗೂ ಹೆಚ್ಚಿನ ಮಾಹಿತಿಗಾಗಿ www.maskitown.mrc.gov.in ಮುಖಾಂತರ ಪಡೆದುಕೊಳ್ಳಬಹುದು. [15,1211,461,1309]
promo-phone: 9964391692 [32,1039,130,1055]
cesc-office-en: Corporate Office, CESC, Mysuru-570017 [1142,145,1255,168]
campco-signature: sd/- Managing Director [378,1071,458,1079]
court-name: ಮಾನ್ಯ ಜಿಲ್ಲಾ ಭೂದಾಖಲೆಗಳ ಉಪ ನಿರ್ದೇಶಕರವರ ನ್ಯಾಯಾಲಯ, ಚಿಕ್ಕಮಗಳೂರು [972,1394,1250,1406]
court-signature: ಸಹಿ/- ಜಿಲ್ಲಾಧಿಕಾರಿಗಳ ತಾಂತ್ರಿಕ ಸಹಾಯಕರು ಹಾಗೂ ಪದನಿಮಿತ್ತ ಭೂ ದಾಖಲೆಗಳ ಉಪನಿರ್ದೇಶಕರು, ಶಿವಮೊಗ್ಗ [492,307,779,330]
table-row [808,620,1255,653]
haliyal-signature: ಸಹಿ/- (ಎಂ. ದಿನಮಣಿ) ಕಾರ್ಯನಿರ್ವಾಹಕ ಅಭಿಯಂತರರು ಸಣ್ಣ ನೀರಾವರಿ ಮತ್ತು ಅಂತರ್ಜಲ ಅಭಿವೃದ್ಧಿ ಇಲಾಖೆ, ಹಳಿಯಾಳ (ಉ.ಕ) [37,1709,303,1731]
court-body: ಮೇಲ್ಮನವಿದಾರರು: ಗಫೂರ್‌ಖಾನ್ ಬಿನ್ ಹುಸೇನ್ ಖಾನ್, 40 ವರ್ಷ, ನಂ:19/1, 2ನೇ ತಿರುವು, ಎಸ್.ಪಿ.ಎಂ. ರಸ್ತೆ, ಶಿವಮೊಗ್ಗ. ಎದುರುದಾರರು: 1) ಭೂದಾಖಲೆಗಳ ಸಹಾಯಕ ನಿರ್ದೇಶಕರು, ಶಿವಮೊಗ್ಗ ತಾಲ್ಲೂಕು. 2) ನಜೀರ್ ಖಾನ್ ಬಿನ್ ಮಹಮದ್ ಖಾನ್, 45 ವರ್ಷ. ವಿಷಯ:- ಶಿವಮೊಗ್ಗ ತಾಲ್ಲೂಕು ಕಸಬಾ ಹೋಬಳಿ ಮಲ್ಲಿಗೇನಹಳ್ಳಿ ಗ್ರಾಮದ ಸ.ನಂ.202 ರಲ್ಲಿ 202/4 ಎಂದು ಆಗಿರುವ ಪೋಡಿ ದುರಸ್ತಿಯನ್ನು ರದ್ದು ಪಡಿಸುವ ಬಗ್ಗೆ. ಪ್ರಕಟಣೆ: ಈ ಮೇಲ್ಕಂಡ ಮೇಲ್ಮನವಿದಾರರು ಸಲ್ಲಿಸಿರುವ ಮೇಲ್ಮನವಿಯಲ್ಲಿ ಸದರಿ ಜಮೀನಿನ ಪೋಡಿ ದುರಸ್ತಿಯನ್ನು ರದ್ದುಪಡಿಸಲು ಕೋರಿದ್ದಾರೆ. ದಿನಾಂಕ:03-06-2025 ರಂದು ಮಧ್ಯಾಹ್ನ 3.00 ಗಂಟೆಗೆ ನಿಗದಿಪಡಿಸಿದೆ. ಸದರಿ ಪ್ರಕರಣದಲ್ಲಿ ಹಿತಾಸಕ್ತಿ ಹೊಂದಿರುವವರು ಖುದ್ದಾಗಿ ಅಥವಾ ವಕೀಲರ ಮೂಲಕ ಹಾಜರಾಗಿ ಹೇಳಿಕೆ ನೀಡಬಹುದು. ತಪ್ಪಿದಲ್ಲಿ ಗೈರು ಹಾಜರಿಯಲ್ಲಿ ಪ್ರಕರಣ ಇತ್ಯರ್ಥಪಡಿಸಲಾಗುವುದು. [489,624,779,766]
promo-line: ನಿಮ್ಮ ಮನೆಗೆ ದಿನಪತ್ರಿಕೆ [40,905,122,918]
row-amount: 75.00 [1189,488,1255,521]
maski-date: ದಿನಾಂಕ: 23.05.2025 [372,1173,461,1184]
cesc-subtitle: (ಇ-ಪ್ರೊಕ್ಯೂರ್‌ಮೆಂಟ್ ಮುಖಾಂತರ) [974,253,1088,264]
